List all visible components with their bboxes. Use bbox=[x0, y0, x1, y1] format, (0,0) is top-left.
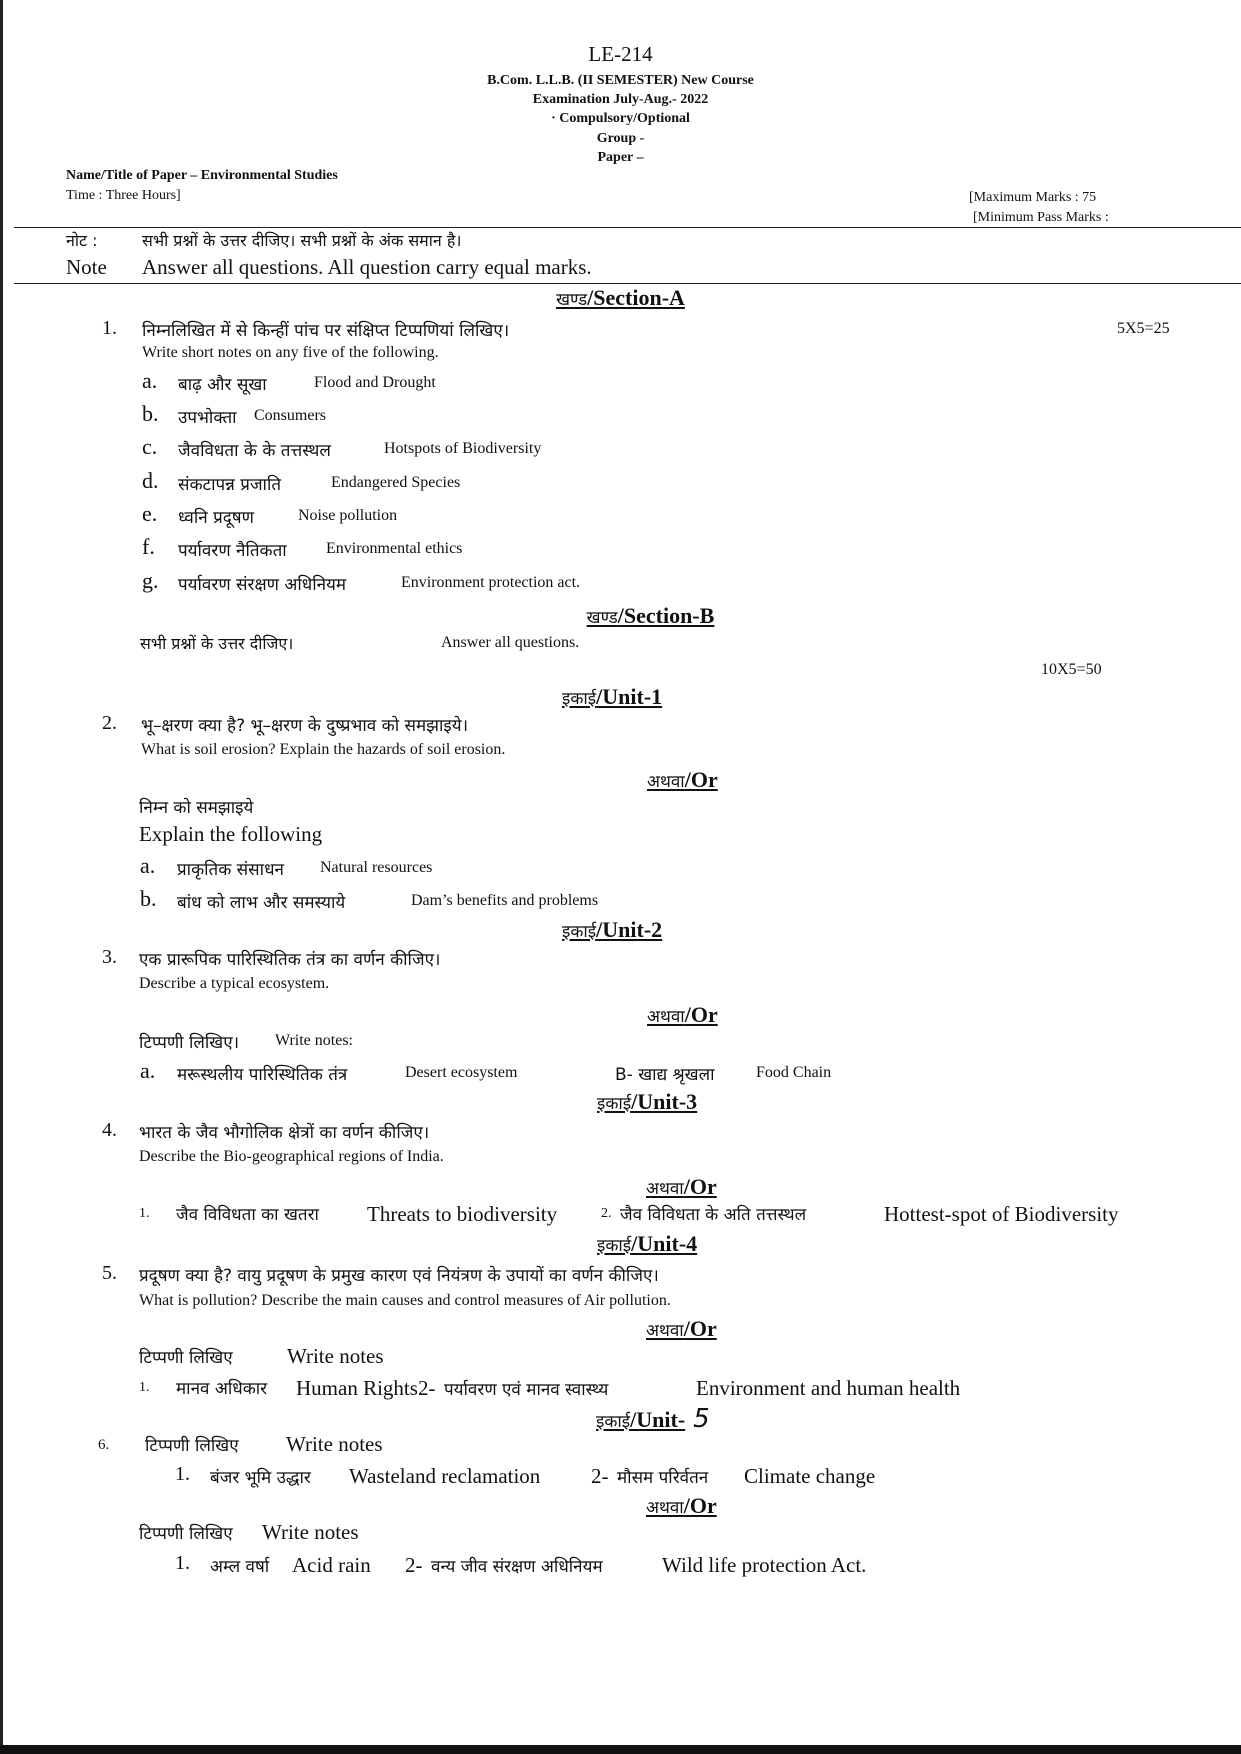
q6-alt-1-english: Acid rain bbox=[292, 1553, 371, 1577]
q6-hindi: टिप्पणी लिखिए bbox=[145, 1436, 239, 1456]
unit-1-heading bbox=[562, 684, 662, 710]
q3-alt-english: Write notes: bbox=[275, 1032, 353, 1049]
or-hindi: अथवा bbox=[646, 1179, 684, 1199]
q3-a-english: Desert ecosystem bbox=[405, 1064, 518, 1081]
or-label: /Or bbox=[683, 1493, 717, 1518]
max-marks: [Maximum Marks : 75 bbox=[969, 190, 1097, 205]
unit-4-label: /Unit-4 bbox=[631, 1231, 698, 1256]
section-a-heading bbox=[0, 285, 1241, 311]
section-b-instr-hindi: सभी प्रश्नों के उत्तर दीजिए। bbox=[140, 634, 294, 653]
unit-3-heading bbox=[597, 1089, 697, 1115]
q3-english: Describe a typical ecosystem. bbox=[139, 975, 330, 992]
paper-line: Paper – bbox=[597, 150, 644, 165]
option-hindi: पर्यावरण संरक्षण अधिनियम bbox=[178, 575, 347, 595]
unit-5-heading bbox=[596, 1404, 710, 1434]
option-letter: b. bbox=[142, 401, 159, 426]
note-text: Answer all questions. All question carry equal marks. bbox=[142, 255, 592, 279]
q2-or bbox=[647, 767, 718, 793]
section-b-english: /Section-B bbox=[617, 603, 715, 628]
or-label: /Or bbox=[683, 1316, 717, 1341]
or-hindi: अथवा bbox=[647, 1007, 685, 1027]
option-english: Consumers bbox=[254, 407, 326, 424]
q3-a-letter: a. bbox=[140, 1058, 156, 1083]
q6-alt-hindi: टिप्पणी लिखिए bbox=[139, 1524, 233, 1544]
q6-alt-english: Write notes bbox=[262, 1520, 359, 1544]
paper-code: LE-214 bbox=[588, 42, 653, 66]
q5-alt-1-hindi: मानव अधिकार bbox=[176, 1379, 268, 1399]
q1-number: 1. bbox=[102, 317, 117, 339]
q2-a-english: Natural resources bbox=[320, 859, 433, 876]
q4-alt-1-english: Threats to biodiversity bbox=[367, 1202, 558, 1226]
q2-b-hindi: बांध को लाभ और समस्याये bbox=[177, 893, 346, 913]
option-letter: c. bbox=[142, 434, 158, 459]
q2-b-english: Dam’s benefits and problems bbox=[411, 892, 599, 909]
unit-2-hindi: इकाई bbox=[562, 922, 597, 942]
q6-number: 6. bbox=[98, 1437, 110, 1453]
q4-alt-1-hindi: जैव विविधता का खतरा bbox=[176, 1205, 319, 1225]
or-label: /Or bbox=[684, 767, 718, 792]
q1-marks: 5X5=25 bbox=[1117, 320, 1170, 337]
option-hindi: बाढ़ और सूखा bbox=[178, 375, 267, 395]
option-letter: a. bbox=[142, 368, 158, 393]
section-b-hindi: खण्ड bbox=[586, 608, 618, 628]
or-hindi: अथवा bbox=[646, 1498, 684, 1518]
unit-5-number: 5 bbox=[693, 1404, 710, 1434]
q4-alt-1-number: 1. bbox=[139, 1206, 150, 1221]
scan-edge-left bbox=[0, 0, 3, 1754]
q6-item-1-hindi: बंजर भूमि उद्धार bbox=[210, 1468, 311, 1488]
unit-5-hindi: इकाई bbox=[596, 1412, 631, 1432]
q5-alt-2-hindi: पर्यावरण एवं मानव स्वास्थ्य bbox=[444, 1380, 609, 1400]
q6-item-1-number: 1. bbox=[175, 1463, 190, 1485]
option-hindi: संकटापन्न प्रजाति bbox=[178, 475, 282, 495]
q4-or bbox=[646, 1174, 717, 1200]
min-marks: [Minimum Pass Marks : bbox=[973, 210, 1109, 225]
option-letter: g. bbox=[142, 568, 159, 593]
q3-a-hindi: मरूस्थलीय पारिस्थितिक तंत्र bbox=[177, 1065, 348, 1085]
option-hindi: पर्यावरण नैतिकता bbox=[178, 541, 287, 561]
option-hindi: जैवविधता के के तत्तस्थल bbox=[178, 441, 331, 461]
q3-b-english: Food Chain bbox=[756, 1064, 832, 1081]
q2-hindi: भू–क्षरण क्या है? भू–क्षरण के दुष्प्रभाव को समझाइये। bbox=[141, 716, 469, 736]
or-hindi: अथवा bbox=[647, 772, 685, 792]
unit-5-label: /Unit- bbox=[630, 1407, 686, 1432]
option-letter: e. bbox=[142, 501, 158, 526]
unit-1-label: /Unit-1 bbox=[596, 684, 663, 709]
option-english: Environment protection act. bbox=[401, 574, 581, 591]
q5-alt-2-english: Environment and human health bbox=[696, 1376, 961, 1400]
q6-english: Write notes bbox=[286, 1432, 383, 1456]
q4-alt-2-number: 2. bbox=[601, 1206, 612, 1221]
unit-2-label: /Unit-2 bbox=[596, 917, 663, 942]
unit-3-hindi: इकाई bbox=[597, 1094, 632, 1114]
q5-number: 5. bbox=[102, 1262, 117, 1284]
q6-alt-2-hindi: वन्य जीव संरक्षण अधिनियम bbox=[431, 1557, 603, 1577]
q2-a-letter: a. bbox=[140, 853, 156, 878]
q2-a-hindi: प्राकृतिक संसाधन bbox=[177, 860, 284, 880]
q4-hindi: भारत के जैव भौगोलिक क्षेत्रों का वर्णन कीजिए। bbox=[139, 1123, 430, 1143]
group-line: Group - bbox=[596, 131, 645, 146]
section-a-english: /Section-A bbox=[587, 285, 685, 310]
q2-alt-hindi: निम्न को समझाइये bbox=[139, 798, 254, 818]
q3-b-hindi: B- खाद्य श्रृखला bbox=[615, 1065, 715, 1085]
or-label: /Or bbox=[684, 1002, 718, 1027]
q6-item-2-hindi: मौसम परिर्वतन bbox=[617, 1468, 709, 1488]
q4-english: Describe the Bio-geographical regions of India. bbox=[139, 1148, 444, 1165]
option-hindi: ध्वनि प्रदूषण bbox=[178, 508, 254, 528]
q2-alt-english: Explain the following bbox=[139, 822, 323, 846]
type-line: · Compulsory/Optional bbox=[551, 111, 690, 126]
q6-item-1-english: Wasteland reclamation bbox=[349, 1464, 541, 1488]
unit-4-hindi: इकाई bbox=[597, 1236, 632, 1256]
option-letter: d. bbox=[142, 468, 159, 493]
option-english: Flood and Drought bbox=[314, 374, 436, 391]
q3-hindi: एक प्रारूपिक पारिस्थितिक तंत्र का वर्णन कीजिए। bbox=[139, 950, 441, 970]
course-line: B.Com. L.L.B. (II SEMESTER) New Course bbox=[487, 73, 754, 88]
q6-alt-2-prefix: 2- bbox=[405, 1553, 423, 1577]
q2-b-letter: b. bbox=[140, 886, 157, 911]
q5-or bbox=[646, 1316, 717, 1342]
time-label: Time : Three Hours] bbox=[66, 188, 181, 203]
q4-number: 4. bbox=[102, 1119, 117, 1141]
q5-alt-2-prefix: 2- bbox=[418, 1376, 436, 1400]
q6-alt-1-number: 1. bbox=[175, 1552, 190, 1574]
q1-english: Write short notes on any five of the following. bbox=[142, 344, 439, 361]
section-b-marks: 10X5=50 bbox=[1041, 661, 1102, 678]
q5-alt-english: Write notes bbox=[287, 1344, 384, 1368]
q6-alt-2-english: Wild life protection Act. bbox=[662, 1553, 867, 1577]
q6-item-2-english: Climate change bbox=[744, 1464, 876, 1488]
q6-or bbox=[646, 1493, 717, 1519]
unit-2-heading bbox=[562, 917, 662, 943]
section-a-hindi: खण्ड bbox=[556, 290, 588, 310]
exam-line: Examination July-Aug.- 2022 bbox=[532, 92, 709, 107]
unit-4-heading bbox=[597, 1231, 697, 1257]
q5-english: What is pollution? Describe the main causes and control measures of Air pollution. bbox=[139, 1292, 671, 1309]
note-label: Note bbox=[66, 255, 107, 279]
q5-alt-1-english: Human Rights bbox=[296, 1376, 418, 1400]
scan-edge-bottom bbox=[0, 1745, 1241, 1754]
or-hindi: अथवा bbox=[646, 1321, 684, 1341]
option-english: Environmental ethics bbox=[326, 540, 463, 557]
q5-hindi: प्रदूषण क्या है? वायु प्रदूषण के प्रमुख कारण एवं नियंत्रण के उपायों का वर्णन कीजिए। bbox=[139, 1266, 659, 1286]
q1-hindi: निम्नलिखित में से किन्हीं पांच पर संक्षिप्त टिप्पणियां लिखिए। bbox=[142, 321, 510, 341]
header-divider bbox=[14, 227, 1241, 228]
option-english: Endangered Species bbox=[331, 474, 461, 491]
option-english: Noise pollution bbox=[298, 507, 398, 524]
note-label-hindi: नोट : bbox=[66, 231, 98, 250]
q5-alt-1-number: 1. bbox=[139, 1380, 150, 1395]
q2-english: What is soil erosion? Explain the hazards of soil erosion. bbox=[141, 741, 506, 758]
section-b-heading bbox=[0, 603, 1241, 629]
note-text-hindi: सभी प्रश्नों के उत्तर दीजिए। सभी प्रश्नों के अंक समान है। bbox=[142, 231, 462, 250]
paper-title: Name/Title of Paper – Environmental Studies bbox=[66, 168, 338, 183]
q5-alt-hindi: टिप्पणी लिखिए bbox=[139, 1348, 233, 1368]
q4-alt-2-hindi: जैव विविधता के अति तत्तस्थल bbox=[620, 1205, 807, 1225]
unit-3-label: /Unit-3 bbox=[631, 1089, 698, 1114]
q2-number: 2. bbox=[102, 712, 117, 734]
unit-1-hindi: इकाई bbox=[562, 689, 597, 709]
q3-or bbox=[647, 1002, 718, 1028]
option-english: Hotspots of Biodiversity bbox=[384, 440, 542, 457]
q3-number: 3. bbox=[102, 946, 117, 968]
option-hindi: उपभोक्ता bbox=[178, 408, 237, 428]
or-label: /Or bbox=[683, 1174, 717, 1199]
q6-item-2-prefix: 2- bbox=[591, 1464, 609, 1488]
note-divider bbox=[14, 283, 1241, 284]
option-letter: f. bbox=[142, 534, 155, 559]
section-b-instr-english: Answer all questions. bbox=[441, 634, 580, 651]
q3-alt-hindi: टिप्पणी लिखिए। bbox=[139, 1033, 240, 1053]
q4-alt-2-english: Hottest-spot of Biodiversity bbox=[884, 1202, 1119, 1226]
q6-alt-1-hindi: अम्ल वर्षा bbox=[210, 1557, 270, 1577]
